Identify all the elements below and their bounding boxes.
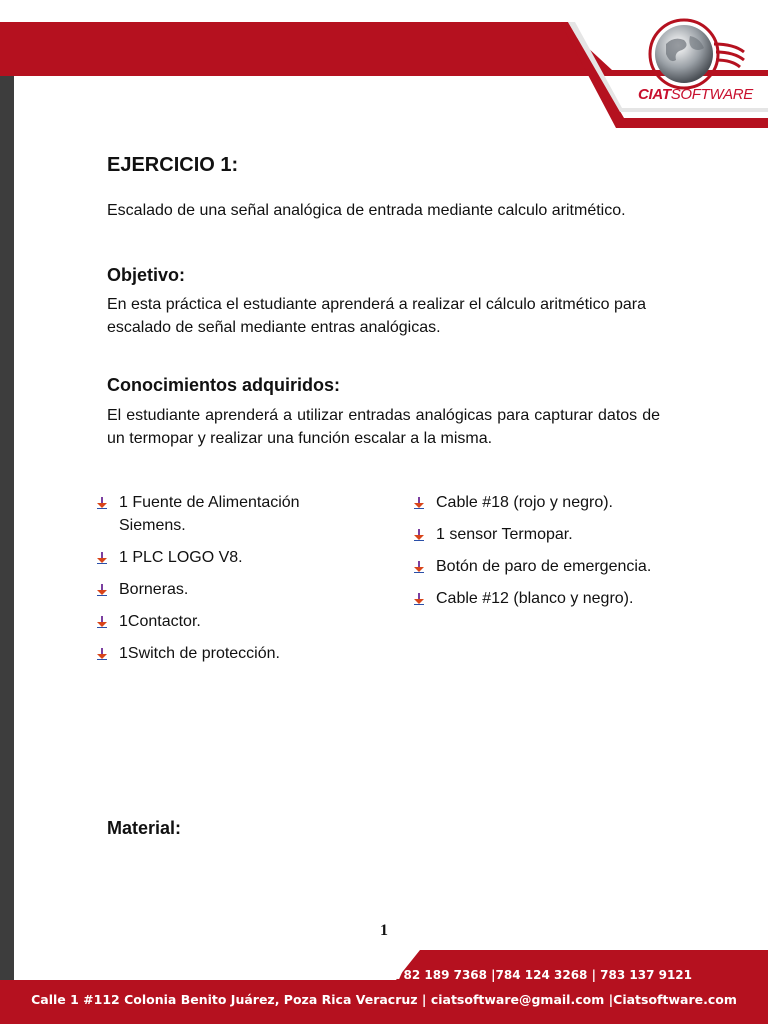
left-side-bar <box>0 76 14 982</box>
list-item-label: 1Contactor. <box>119 613 201 630</box>
footer-band <box>0 950 768 1024</box>
list-item-label: 1Switch de protección. <box>119 645 280 662</box>
arrow-down-bullet-icon <box>97 584 107 596</box>
list-item <box>414 523 704 546</box>
list-item-label: Botón de paro de emergencia. <box>436 558 652 575</box>
material-heading: Material: <box>107 818 182 838</box>
brand-logo-text <box>638 86 756 103</box>
list-item-label: 1 PLC LOGO V8. <box>119 549 243 566</box>
list-item <box>97 578 327 601</box>
arrow-down-bullet-icon <box>414 497 424 509</box>
arrow-down-bullet-icon <box>414 593 424 605</box>
arrow-down-bullet-icon <box>97 648 107 660</box>
list-item <box>97 546 327 569</box>
list-item-label: Cable #12 (blanco y negro). <box>436 590 634 607</box>
list-item-label: Borneras. <box>119 581 189 598</box>
arrow-down-bullet-icon <box>97 497 107 509</box>
brand-primary: CIAT <box>638 86 671 103</box>
arrow-down-bullet-icon <box>97 616 107 628</box>
list-item-label: 1 sensor Termopar. <box>436 526 573 543</box>
arrow-down-bullet-icon <box>414 529 424 541</box>
list-item <box>414 491 704 514</box>
arrow-down-bullet-icon <box>414 561 424 573</box>
exercise-title: EJERCICIO 1: <box>107 154 239 176</box>
exercise-description: Escalado de una señal analógica de entrada mediante calculo aritmético. <box>107 202 626 219</box>
list-item <box>414 555 704 578</box>
brand-secondary: SOFTWARE <box>670 86 754 103</box>
objective-heading: Objetivo: <box>107 265 186 285</box>
page-number: 1 <box>380 922 388 939</box>
list-item <box>97 491 327 537</box>
list-item <box>414 587 704 610</box>
knowledge-heading: Conocimientos adquiridos: <box>107 375 341 395</box>
materials-list-right <box>414 491 704 619</box>
list-item <box>97 610 327 633</box>
materials-list-left <box>97 491 327 674</box>
list-item-label: Cable #18 (rojo y negro). <box>436 494 613 511</box>
knowledge-text: El estudiante aprenderá a utilizar entradas analógicas para capturar datos de un termopar y realizar una función escalar a la misma. <box>107 407 660 447</box>
footer-address: Calle 1 #112 Colonia Benito Juárez, Poza Rica Veracruz | ciatsoftware@gmail.com |Ciatsoftware.com <box>31 992 737 1007</box>
list-item-label: 1 Fuente de Alimentación Siemens. <box>119 494 300 534</box>
objective-text: En esta práctica el estudiante aprenderá a realizar el cálculo aritmético para escalado de señal mediante entras analógicas. <box>107 296 646 336</box>
arrow-down-bullet-icon <box>97 552 107 564</box>
footer-phones: 782 189 7368 |784 124 3268 | 783 137 9121 <box>395 968 692 982</box>
list-item <box>97 642 327 665</box>
